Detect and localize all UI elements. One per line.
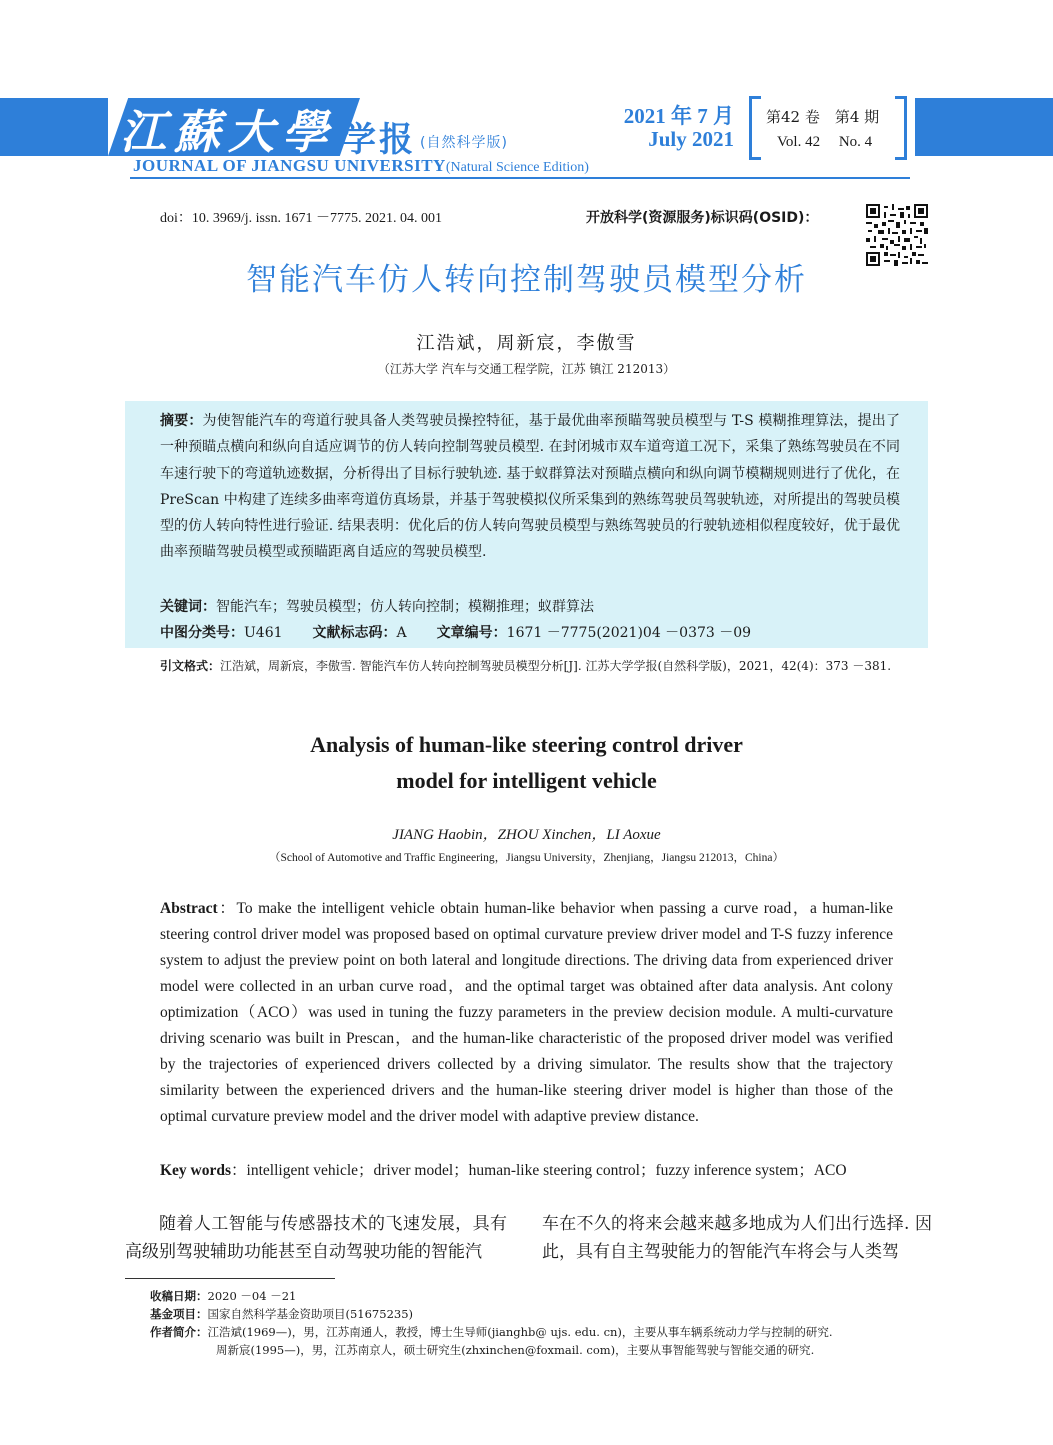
volume-en: Vol. 42 No. 4 — [777, 134, 873, 150]
journal-edition-en: (Natural Science Edition) — [445, 160, 589, 175]
issue-date-en: July 2021 — [648, 127, 734, 151]
bio-author1: 江浩斌(1969—)，男，江苏南通人，教授，博士生导师(jianghb@ ujs. edu. cn)，主要从事车辆系统动力学与控制的研究. — [207, 1325, 833, 1339]
footnote-fund — [150, 1305, 413, 1323]
authors-en: JIANG Haobin，ZHOU Xinchen，LI Aoxue — [392, 827, 661, 843]
citation-text: 江浩斌，周新宸，李傲雪. 智能汽车仿人转向控制驾驶员模型分析[J]. 江苏大学学报(自然科学版)，2021，42(4)：373 －381. — [220, 659, 892, 673]
bio-label: 作者简介： — [150, 1325, 208, 1339]
issue-date-cn: 2021 年 7 月 — [623, 104, 734, 128]
masthead-band-right — [915, 98, 1053, 156]
abstract-cn-label: 摘要： — [160, 413, 203, 429]
clc-value: U461 — [244, 625, 283, 641]
received-date: 2020 －04 －21 — [207, 1289, 297, 1303]
abstract-cn-text: 为使智能汽车的弯道行驶具备人类驾驶员操控特征，基于最优曲率预瞄驾驶员模型与 T-S 模糊推理算法，提出了一种预瞄点横向和纵向自适应调节的仿人转向控制驾驶员模型. 在封闭城市双车道弯道工况下，采集了熟练驾驶员在不同车速行驶下的弯道轨迹数据，分析得出了目标行驶轨迹. 基于蚁群算法对预瞄点横向和纵向调节模糊规则进行了优化，在 PreScan 中构建了连续多曲率弯道仿真场景，并基于驾驶模拟仪所采集到的熟练驾驶员驾驶轨迹，对所提出的驾驶员模型的仿人转向特性进行验证. 结果表明：优化后的仿人转向驾驶员模型与熟练驾驶员的行驶轨迹相似程度较好，优于最优曲率预瞄驾驶员模型或预瞄距离自适应的驾驶员模型. — [160, 413, 900, 561]
volume-bracket-left — [749, 96, 761, 160]
title-en-line1: Analysis of human-like steering control driver — [310, 732, 743, 757]
fund-text: 国家自然科学基金资助项目(51675235) — [207, 1307, 414, 1321]
keywords-cn-label: 关键词： — [160, 599, 216, 615]
received-label: 收稿日期： — [150, 1289, 208, 1303]
osid-label: 开放科学(资源服务)标识码(OSID)： — [586, 210, 819, 226]
journal-edition-cn: (自然科学版) — [420, 135, 508, 151]
footnote-rule — [125, 1278, 335, 1279]
keywords-en — [160, 1158, 900, 1180]
keywords-cn-text: 智能汽车；驾驶员模型；仿人转向控制；模糊推理；蚁群算法 — [216, 599, 594, 615]
abstract-cn — [160, 408, 900, 566]
citation-label: 引文格式： — [160, 659, 221, 673]
journal-xuebao: 学报 — [342, 120, 416, 160]
affiliation-cn: （江苏大学 汽车与交通工程学院，江苏 镇江 212013） — [377, 362, 676, 376]
volume-bracket-right — [895, 96, 907, 160]
abstract-en-text: ：To make the intelligent vehicle obtain human-like behavior when passing a curve road，a human-like steering control driver model was proposed based on optimal curvature preview driver model and T-S fuzzy inference system to adjust the preview point on both lateral and longitude directions. The driving data from experienced driver model were collected in an urban curve road，and the optimal target was obtained after data analysis. Ant colony optimization（ACO）was used in tuning the fuzzy parameters in the preview decision module. A multi-curvature driving scenario was built in Prescan，and the human-like characteristic of the proposed driver model was verified by the trajectories of experienced drivers collected by a driving simulator. The results show that the trajectory similarity between the experienced drivers and the human-like steering driver model is higher than those of the optimal curvature preview model and the driver model with adaptive preview distance. — [160, 900, 893, 1125]
abstract-en-label: Abstract — [160, 900, 218, 917]
masthead-band-left — [0, 98, 108, 156]
header-rule — [130, 177, 910, 179]
article-no-label: 文章编号： — [436, 625, 507, 641]
keywords-cn — [160, 596, 594, 616]
citation — [160, 656, 900, 677]
clc-label: 中图分类号： — [160, 625, 244, 641]
footnote-bio-2: 周新宸(1995—)，男，江苏南京人，硕士研究生(zhxinchen@foxmail. com)，主要从事智能驾驶与智能交通的研究. — [216, 1343, 815, 1357]
journal-name-en-main: JOURNAL OF JIANGSU UNIVERSITY — [133, 156, 446, 175]
doc-code-label: 文献标志码： — [312, 625, 397, 641]
page-title: 智能汽车仿人转向控制驾驶员模型分析 — [246, 262, 807, 298]
article-no-value: 1671 －7775(2021)04 －0373 －09 — [506, 625, 752, 641]
footnote-bio — [150, 1323, 833, 1341]
doi: doi：10. 3969/j. issn. 1671 －7775. 2021. 04. 001 — [160, 211, 442, 226]
abstract-en — [160, 896, 893, 1130]
title-en-line2: model for intelligent vehicle — [396, 768, 657, 793]
classification-line — [160, 622, 751, 642]
volume-cn: 第42 卷 第4 期 — [766, 108, 880, 126]
body-column-right: 车在不久的将来会越来越多地成为人们出行选择. 因此，具有自主驾驶能力的智能汽车将会与人类驾 — [542, 1214, 932, 1262]
authors-cn: 江浩斌，周新宸，李傲雪 — [416, 333, 637, 354]
affiliation-en: （School of Automotive and Traffic Engineering，Jiangsu University，Zhenjiang，Jiangsu 212013，China） — [268, 852, 784, 864]
journal-logo: 江蘇大學 — [120, 105, 336, 159]
journal-name-en — [133, 156, 589, 176]
keywords-en-label: Key words — [160, 1162, 232, 1179]
body-column-left: 随着人工智能与传感器技术的飞速发展，具有高级别驾驶辅助功能甚至自动驾驶功能的智能汽 — [125, 1214, 507, 1262]
keywords-en-text: ：intelligent vehicle；driver model；human-like steering control；fuzzy inference system；ACO — [231, 1162, 847, 1179]
fund-label: 基金项目： — [150, 1307, 208, 1321]
doc-code-value: A — [396, 625, 407, 641]
title-en — [0, 727, 1053, 799]
footnote-received — [150, 1287, 296, 1305]
